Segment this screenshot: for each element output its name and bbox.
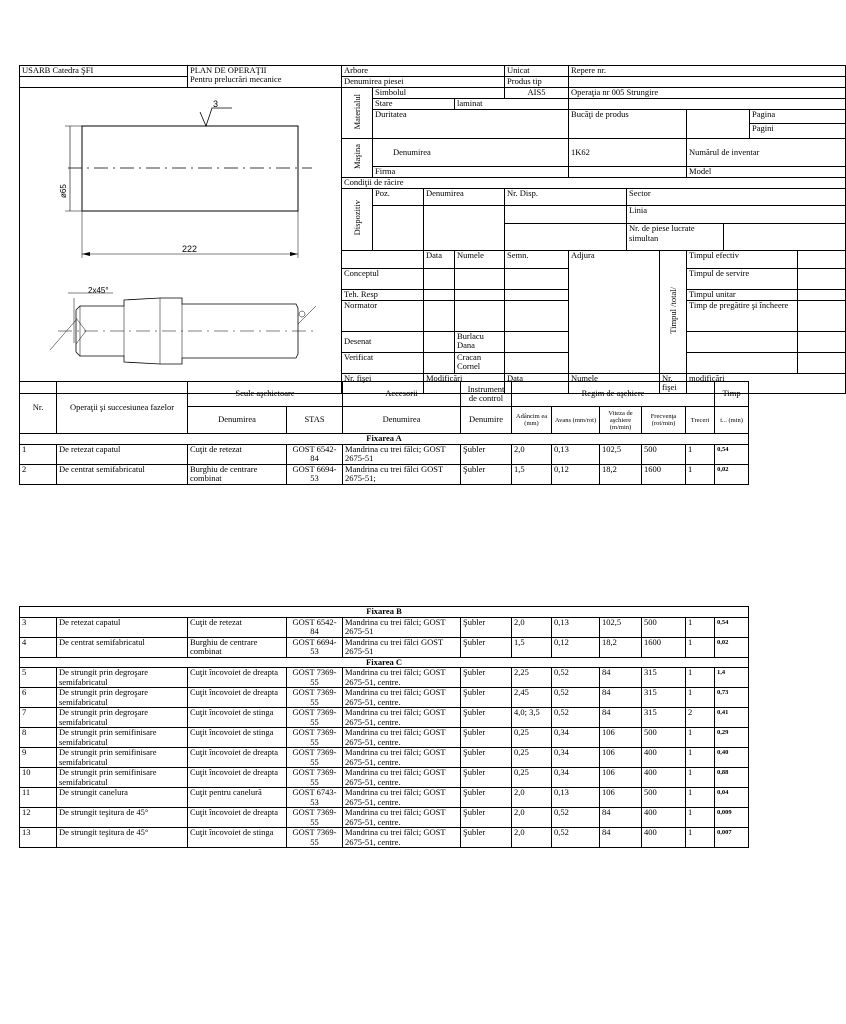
op-nr-cell: 11 xyxy=(20,788,57,808)
avans-cell: 0,52 xyxy=(552,668,600,688)
avans-cell: 0,34 xyxy=(552,728,600,748)
piese-label: Nr. de piese lucrate simultan xyxy=(627,224,724,251)
produs-tip-label: Produs tip xyxy=(505,77,569,88)
viteza-cell: 18,2 xyxy=(600,464,642,484)
op-name-cell: De strungit canelura xyxy=(57,788,188,808)
timp-cell: 0,009 xyxy=(715,808,749,828)
part-drawing xyxy=(20,88,342,390)
frecventa-cell: 500 xyxy=(642,617,686,637)
th-scule-den: Denumirea xyxy=(188,407,287,434)
desenat: Desenat xyxy=(342,331,424,352)
tool-name-cell: Cuţit încovoiet de dreapta xyxy=(188,808,287,828)
tool-name-cell: Cuţit încovoiet de dreapta xyxy=(188,688,287,708)
avans-cell: 0,52 xyxy=(552,708,600,728)
simbolul-label: Simbolul xyxy=(373,88,505,99)
timp-cell: 0,02 xyxy=(715,464,749,484)
accessory-cell: Mandrina cu trei fălci; GOST 2675-51, centre. xyxy=(343,788,461,808)
length-label: 222 xyxy=(182,244,198,254)
th-nr: Nr. xyxy=(20,382,57,434)
plan-subtitle: Pentru prelucrări mecanice xyxy=(190,74,282,84)
th-accesorii: Accesorii xyxy=(343,382,461,407)
material-section: Materialul xyxy=(342,88,373,139)
th-timp: Timp xyxy=(715,382,749,407)
op-name-cell: De strungit teşitura de 45° xyxy=(57,808,188,828)
instrument-cell: Şubler xyxy=(461,808,512,828)
treceri-cell: 1 xyxy=(686,464,715,484)
avans-cell: 0,12 xyxy=(552,464,600,484)
tool-stas-cell: GOST 6694-53 xyxy=(287,637,343,657)
tool-name-cell: Cuţit încovoiet de dreapta xyxy=(188,768,287,788)
timp-cell: 0,73 xyxy=(715,688,749,708)
adancimea-cell: 4,0; 3,5 xyxy=(512,708,552,728)
normator: Normator xyxy=(342,300,424,331)
nr-fisei: Nr. fişei xyxy=(342,373,424,393)
th-adancimea: Adâncim ea (mm) xyxy=(512,407,552,434)
op-name-cell: De retezat capatul xyxy=(57,617,188,637)
tool-stas-cell: GOST 7369-55 xyxy=(287,668,343,688)
operations-table-2 xyxy=(19,606,749,848)
viteza-cell: 84 xyxy=(600,708,642,728)
timp-cell: 0,41 xyxy=(715,708,749,728)
table-row xyxy=(20,788,749,808)
stare-value: laminat xyxy=(455,99,569,110)
frecventa-cell: 400 xyxy=(642,808,686,828)
arbore-label: Arbore xyxy=(342,66,505,77)
pagini-label: Pagini xyxy=(752,123,774,133)
disp-denumirea-label: Denumirea xyxy=(424,188,505,206)
viteza-cell: 18,2 xyxy=(600,637,642,657)
viteza-cell: 106 xyxy=(600,728,642,748)
ops-a-body xyxy=(20,444,749,484)
th-frecventa: Frecvenţa (rot/min) xyxy=(642,407,686,434)
frecventa-cell: 315 xyxy=(642,708,686,728)
timp-cell: 0,02 xyxy=(715,637,749,657)
op-name-cell: De centrat semifabricatul xyxy=(57,464,188,484)
conditii-label: Condiţii de răcire xyxy=(342,177,846,188)
tool-name-cell: Cuţit de retezat xyxy=(188,444,287,464)
op-nr-cell: 5 xyxy=(20,668,57,688)
th-timp-unit: t... (min) xyxy=(715,407,749,434)
semn-label: Semn. xyxy=(505,250,569,268)
table-row xyxy=(20,444,749,464)
tool-stas-cell: GOST 7369-55 xyxy=(287,708,343,728)
pagina-label: Pagina xyxy=(750,110,845,124)
ops-c-body xyxy=(20,668,749,848)
instrument-cell: Şubler xyxy=(461,688,512,708)
op-nr-cell: 10 xyxy=(20,768,57,788)
th-acc-den: Denumirea xyxy=(343,407,461,434)
op-nr-cell: 9 xyxy=(20,748,57,768)
denumirea-piesei-label: Denumirea piesei xyxy=(342,77,505,88)
verificat-name: Cracan Cornel xyxy=(455,352,505,373)
instrument-cell: Şubler xyxy=(461,637,512,657)
masina-model-value: 1K62 xyxy=(569,139,687,167)
tool-name-cell: Cuţit pentru canelură xyxy=(188,788,287,808)
table-row xyxy=(20,464,749,484)
frecventa-cell: 315 xyxy=(642,688,686,708)
sector-label: Sector xyxy=(627,188,846,206)
instrument-cell: Şubler xyxy=(461,464,512,484)
table-row xyxy=(20,617,749,637)
adancimea-cell: 2,0 xyxy=(512,808,552,828)
th-instrument: Instrument de control xyxy=(461,382,512,407)
adancimea-cell: 1,5 xyxy=(512,464,552,484)
accessory-cell: Mandrina cu trei fălci; GOST 2675-51, centre. xyxy=(343,808,461,828)
instrument-cell: Şubler xyxy=(461,728,512,748)
model-label: Model xyxy=(687,166,846,177)
tool-stas-cell: GOST 7369-55 xyxy=(287,808,343,828)
th-scule: Scule aşchietoare xyxy=(188,382,343,407)
frecventa-cell: 315 xyxy=(642,668,686,688)
op-name-cell: De strungit prin degroşare semifabricatul xyxy=(57,688,188,708)
instrument-cell: Şubler xyxy=(461,668,512,688)
timp-cell: 0,04 xyxy=(715,788,749,808)
tool-stas-cell: GOST 6542-84 xyxy=(287,617,343,637)
accessory-cell: Mandrina cu trei fălci GOST 2675-51 xyxy=(343,637,461,657)
tool-name-cell: Burghiu de centrare combinat xyxy=(188,464,287,484)
masina-section: Maşina xyxy=(342,139,373,178)
timp-cell: 0,54 xyxy=(715,617,749,637)
data2: Data xyxy=(505,373,569,393)
avans-cell: 0,34 xyxy=(552,768,600,788)
accessory-cell: Mandrina cu trei fălci; GOST 2675-51, centre. xyxy=(343,728,461,748)
table-row xyxy=(20,828,749,848)
tool-stas-cell: GOST 7369-55 xyxy=(287,688,343,708)
institution: USARB Catedra ŞFI xyxy=(20,66,188,77)
th-avans: Avans (mm/rot) xyxy=(552,407,600,434)
accessory-cell: Mandrina cu trei fălci; GOST 2675-51 xyxy=(343,617,461,637)
op-nr-cell: 6 xyxy=(20,688,57,708)
avans-cell: 0,12 xyxy=(552,637,600,657)
tool-stas-cell: GOST 7369-55 xyxy=(287,748,343,768)
op-name-cell: De retezat capatul xyxy=(57,444,188,464)
masina-denumirea-label: Denumirea xyxy=(393,146,431,157)
op-nr-cell: 3 xyxy=(20,617,57,637)
operatia-label: Operaţia nr 005 Strungire xyxy=(569,88,846,99)
timp-cell: 1,4 xyxy=(715,668,749,688)
nr-disp-label: Nr. Disp. xyxy=(505,188,627,206)
treceri-cell: 1 xyxy=(686,617,715,637)
instrument-cell: Şubler xyxy=(461,444,512,464)
chamfer-label: 2x45° xyxy=(88,286,109,295)
timpul-servire: Timpul de servire xyxy=(687,268,798,289)
tool-name-cell: Cuţit încovoiet de dreapta xyxy=(188,668,287,688)
frecventa-cell: 1600 xyxy=(642,464,686,484)
tool-name-cell: Cuţit încovoiet de stinga xyxy=(188,708,287,728)
adjura-label: Adjura xyxy=(569,250,660,373)
table-row xyxy=(20,637,749,657)
accessory-cell: Mandrina cu trei fălci; GOST 2675-51, centre. xyxy=(343,688,461,708)
timp-cell: 0,007 xyxy=(715,828,749,848)
instrument-cell: Şubler xyxy=(461,788,512,808)
treceri-cell: 1 xyxy=(686,808,715,828)
op-nr-cell: 2 xyxy=(20,464,57,484)
instrument-cell: Şubler xyxy=(461,748,512,768)
instrument-cell: Şubler xyxy=(461,708,512,728)
viteza-cell: 106 xyxy=(600,788,642,808)
roughness-label: 3 xyxy=(213,99,219,109)
tool-name-cell: Cuţit încovoiet de dreapta xyxy=(188,748,287,768)
linia-label: Linia xyxy=(627,206,846,224)
plan-title: PLAN DE OPERAŢII xyxy=(190,65,267,75)
diameter-label: ø65 xyxy=(59,184,68,198)
tool-name-cell: Cuţit încovoiet de stinga xyxy=(188,728,287,748)
duritatea-label: Duritatea xyxy=(373,110,569,139)
viteza-cell: 84 xyxy=(600,828,642,848)
viteza-cell: 102,5 xyxy=(600,617,642,637)
frecventa-cell: 400 xyxy=(642,768,686,788)
inventar-label: Numărul de inventar xyxy=(687,139,846,167)
adancimea-cell: 2,0 xyxy=(512,617,552,637)
avans-cell: 0,13 xyxy=(552,788,600,808)
desenat-name: Burlacu Dana xyxy=(455,331,505,352)
viteza-cell: 84 xyxy=(600,808,642,828)
timp-cell: 0,88 xyxy=(715,768,749,788)
op-name-cell: De strungit prin semifinisare semifabricatul xyxy=(57,728,188,748)
ops-b-body xyxy=(20,617,749,657)
op-name-cell: De strungit prin degroşare semifabricatul xyxy=(57,668,188,688)
treceri-cell: 1 xyxy=(686,668,715,688)
th-stas: STAS xyxy=(287,407,343,434)
adancimea-cell: 2,0 xyxy=(512,444,552,464)
fixare-a: Fixarea A xyxy=(20,434,749,445)
treceri-cell: 1 xyxy=(686,688,715,708)
conceptul: Conceptul xyxy=(342,268,424,289)
avans-cell: 0,52 xyxy=(552,828,600,848)
table-row xyxy=(20,688,749,708)
op-name-cell: De strungit prin semifinisare semifabricatul xyxy=(57,768,188,788)
frecventa-cell: 500 xyxy=(642,728,686,748)
timpul-unitar: Timpul unitar xyxy=(687,289,798,300)
table-row xyxy=(20,748,749,768)
timpul-efectiv: Timpul efectiv xyxy=(687,250,798,268)
tool-stas-cell: GOST 7369-55 xyxy=(287,728,343,748)
viteza-cell: 106 xyxy=(600,748,642,768)
tool-stas-cell: GOST 6694-53 xyxy=(287,464,343,484)
op-name-cell: De strungit teşitura de 45° xyxy=(57,828,188,848)
teh-resp: Teh. Resp xyxy=(342,289,424,300)
viteza-cell: 106 xyxy=(600,768,642,788)
operations-table-1 xyxy=(19,381,749,485)
treceri-cell: 1 xyxy=(686,637,715,657)
modificari: Modificări xyxy=(424,373,505,393)
adancimea-cell: 2,0 xyxy=(512,828,552,848)
op-nr-cell: 7 xyxy=(20,708,57,728)
treceri-cell: 1 xyxy=(686,768,715,788)
plan-header xyxy=(19,65,846,394)
tool-stas-cell: GOST 7369-55 xyxy=(287,828,343,848)
frecventa-cell: 500 xyxy=(642,444,686,464)
op-nr-cell: 12 xyxy=(20,808,57,828)
th-viteza: Viteza de aşchiere (m/min) xyxy=(600,407,642,434)
timp-cell: 0,54 xyxy=(715,444,749,464)
nr-fisei2: Nr. fişei xyxy=(660,373,687,393)
verificat: Verificat xyxy=(342,352,424,373)
simbolul-value: AIS5 xyxy=(505,88,569,99)
table-row xyxy=(20,708,749,728)
timpul-pregatire: Timp de pregătire şi încheere xyxy=(687,300,798,331)
treceri-cell: 1 xyxy=(686,828,715,848)
viteza-cell: 84 xyxy=(600,688,642,708)
fixare-b: Fixarea B xyxy=(20,607,749,618)
accessory-cell: Mandrina cu trei fălci; GOST 2675-51 xyxy=(343,444,461,464)
accessory-cell: Mandrina cu trei fălci; GOST 2675-51, centre. xyxy=(343,748,461,768)
op-nr-cell: 13 xyxy=(20,828,57,848)
table-row xyxy=(20,728,749,748)
tool-name-cell: Burghiu de centrare combinat xyxy=(188,637,287,657)
treceri-cell: 1 xyxy=(686,788,715,808)
table-row xyxy=(20,768,749,788)
accessory-cell: Mandrina cu trei fălci; GOST 2675-51, centre. xyxy=(343,768,461,788)
instrument-cell: Şubler xyxy=(461,617,512,637)
tool-name-cell: Cuţit de retezat xyxy=(188,617,287,637)
frecventa-cell: 400 xyxy=(642,828,686,848)
tool-name-cell: Cuţit încovoiet de stinga xyxy=(188,828,287,848)
treceri-cell: 1 xyxy=(686,728,715,748)
treceri-cell: 2 xyxy=(686,708,715,728)
viteza-cell: 102,5 xyxy=(600,444,642,464)
avans-cell: 0,13 xyxy=(552,444,600,464)
timp-cell: 0,29 xyxy=(715,728,749,748)
op-nr-cell: 4 xyxy=(20,637,57,657)
data-label: Data xyxy=(424,250,455,268)
poz-label: Poz. xyxy=(373,188,424,206)
dispozitiv-section: Dispozitiv xyxy=(342,188,373,250)
treceri-cell: 1 xyxy=(686,748,715,768)
adancimea-cell: 1,5 xyxy=(512,637,552,657)
accessory-cell: Mandrina cu trei fălci; GOST 2675-51, centre. xyxy=(343,708,461,728)
table-row xyxy=(20,668,749,688)
table-row xyxy=(20,808,749,828)
op-nr-cell: 8 xyxy=(20,728,57,748)
th-instr-den: Denumire xyxy=(461,407,512,434)
frecventa-cell: 400 xyxy=(642,748,686,768)
bucati-label: Bucăţi de produs xyxy=(569,110,687,139)
adancimea-cell: 0,25 xyxy=(512,748,552,768)
repere-label: Repere nr. xyxy=(569,66,846,77)
modificari2: modificări xyxy=(687,373,846,393)
avans-cell: 0,52 xyxy=(552,688,600,708)
avans-cell: 0,52 xyxy=(552,808,600,828)
firma-label: Firma xyxy=(373,166,569,177)
th-regim: Regim de aşchiere xyxy=(512,382,715,407)
op-name-cell: De centrat semifabricatul xyxy=(57,637,188,657)
avans-cell: 0,34 xyxy=(552,748,600,768)
avans-cell: 0,13 xyxy=(552,617,600,637)
th-operatii: Operaţii şi succesiunea fazelor xyxy=(57,382,188,434)
op-nr-cell: 1 xyxy=(20,444,57,464)
timp-cell: 0,40 xyxy=(715,748,749,768)
treceri-cell: 1 xyxy=(686,444,715,464)
drawing-area xyxy=(20,88,342,394)
tool-stas-cell: GOST 7369-55 xyxy=(287,768,343,788)
op-name-cell: De strungit prin degroşare semifabricatul xyxy=(57,708,188,728)
viteza-cell: 84 xyxy=(600,668,642,688)
adancimea-cell: 0,25 xyxy=(512,768,552,788)
numele2: Numele xyxy=(569,373,660,393)
stare-label: Stare xyxy=(373,99,455,110)
adancimea-cell: 2,45 xyxy=(512,688,552,708)
instrument-cell: Şubler xyxy=(461,828,512,848)
adancimea-cell: 0,25 xyxy=(512,728,552,748)
instrument-cell: Şubler xyxy=(461,768,512,788)
frecventa-cell: 1600 xyxy=(642,637,686,657)
tool-stas-cell: GOST 6743-53 xyxy=(287,788,343,808)
accessory-cell: Mandrina cu trei fălci GOST 2675-51; xyxy=(343,464,461,484)
th-treceri: Treceri xyxy=(686,407,715,434)
adancimea-cell: 2,25 xyxy=(512,668,552,688)
frecventa-cell: 500 xyxy=(642,788,686,808)
adancimea-cell: 2,0 xyxy=(512,788,552,808)
accessory-cell: Mandrina cu trei fălci; GOST 2675-51, centre. xyxy=(343,828,461,848)
accessory-cell: Mandrina cu trei fălci; GOST 2675-51, centre. xyxy=(343,668,461,688)
tool-stas-cell: GOST 6542-84 xyxy=(287,444,343,464)
numele-label: Numele xyxy=(455,250,505,268)
fixare-c: Fixarea C xyxy=(20,657,749,668)
unicat-label: Unicat xyxy=(505,66,569,77)
op-name-cell: De strungit prin semifinisare semifabricatul xyxy=(57,748,188,768)
timpul-total: Timpul /total/ xyxy=(660,250,687,373)
